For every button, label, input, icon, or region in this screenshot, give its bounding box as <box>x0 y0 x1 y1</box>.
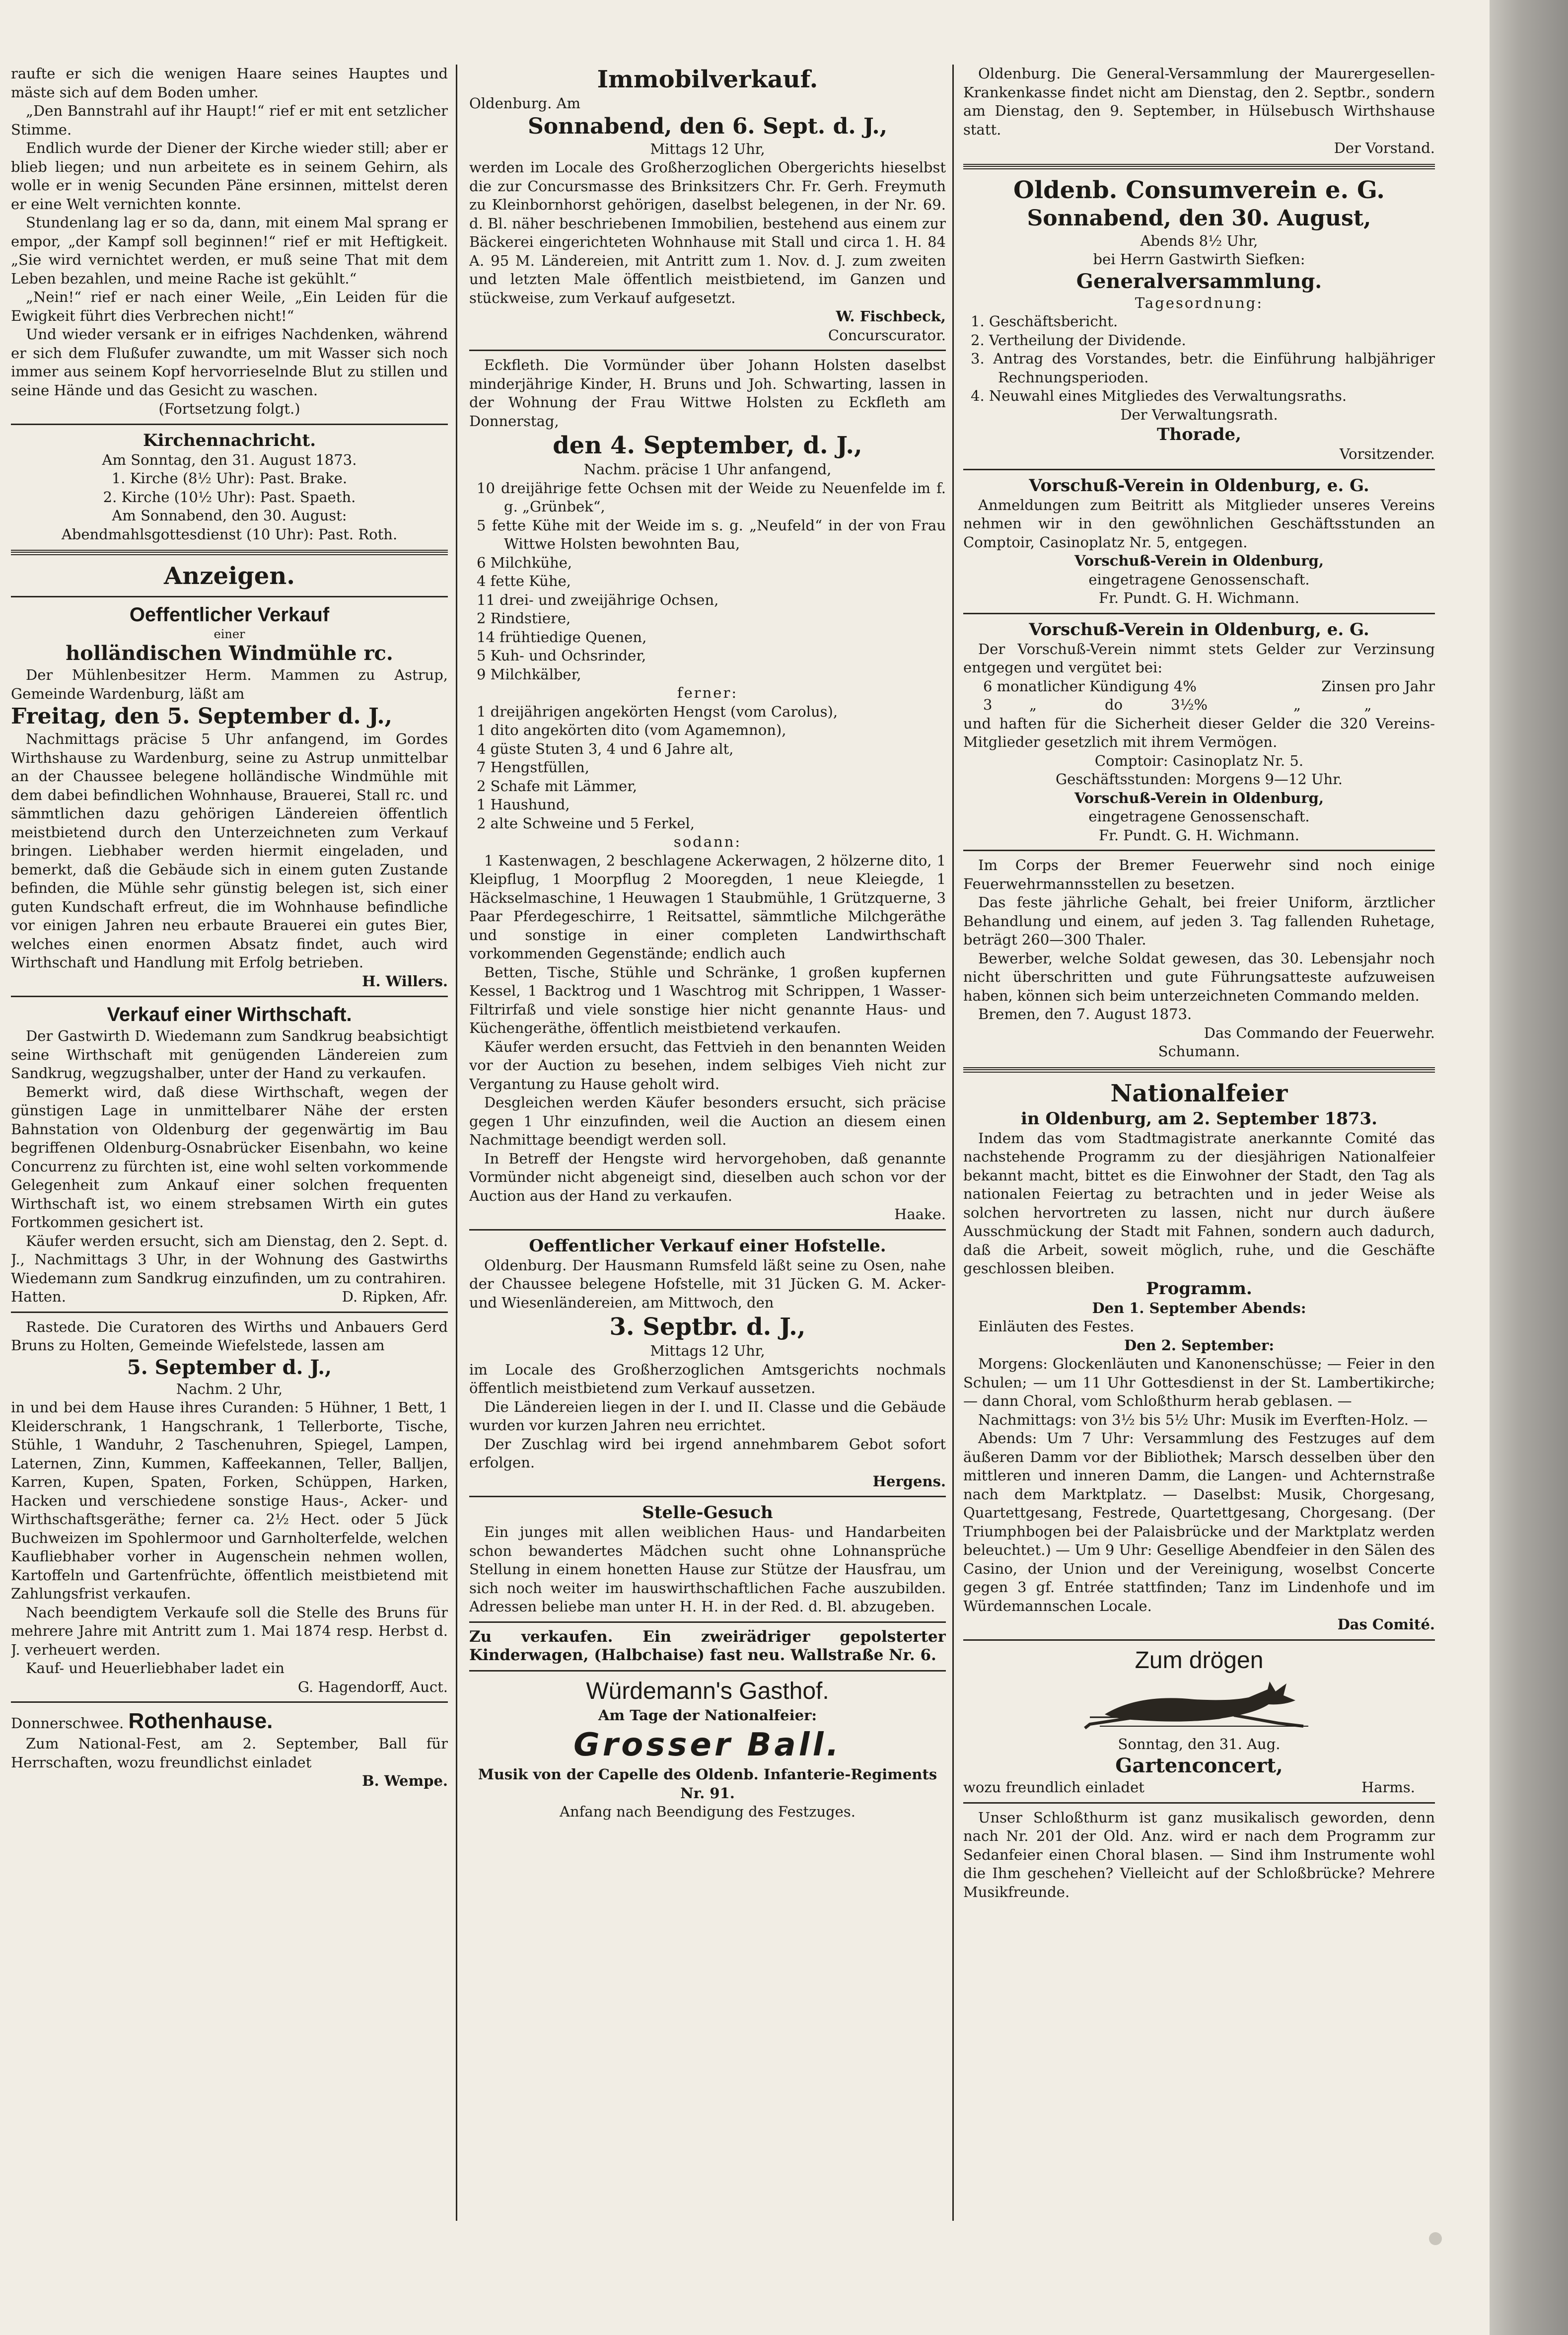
ad-signature: Harms. <box>1361 1779 1415 1796</box>
ad-text: werden im Locale des Großherzoglichen Obergerichts hieselbst die zur Concursmasse des Brinksitzers Chr. Fr. Gerh. Freymuth zu Kleinbornhorst gehörigen, daselbst belegenen, in der Nr. 69. d. Bl. näher beschriebenen Immobilien, bestehend aus einem zur Bäckerei eingerichteten Wohnhause mit Stall und circa 1. H. 84 A. 95 M. Ländereien, mit Antritt zum 1. Nov. d. J. zum zweiten und letzten Male öffentlich meistbietend, im Ganzen und stückweise, zum Verkauf aufgesetzt. <box>469 159 946 306</box>
item-count: 5 <box>477 516 486 534</box>
list-item <box>469 591 946 610</box>
ad-role: Concurscurator. <box>828 326 946 344</box>
item-count: 2 <box>477 610 486 627</box>
item-text: Kuh- und Ochsrinder, <box>490 647 646 664</box>
item-text: dreijährigen angekörten Hengst (vom Carolus), <box>490 703 838 720</box>
ad-text: Nachmittags präcise 5 Uhr anfangend, im Gordes Wirthshause zu Wardenburg, seine zu Astrup unmittelbar an der Chaussee belegene holländische Windmühle mit dem dabei befindlichen Wohnhause, Brauerei, Stall rc. und sämmtlichen dazu gehörigen Ländereien öffentlich meistbietend durch den Unterzeichneten zum Verkauf bringen. Liebhaber werden hiermit eingeladen, und bemerkt, daß die Gebäude sich in einem guten Zustande befinden, die Mühle sehr günstig belegen ist, sich einer guten Kundschaft erfreut, die im Wohnhause befindliche vor einigen Jahren neu erbaute Brauerei ein gutes Bier, welches einen enormen Absatz findet, auch wird Wirthschaft und Handlung mit Erfolg betrieben. <box>11 730 448 971</box>
ad-text: Bewerber, welche Soldat gewesen, das 30. Lebensjahr noch nicht überschritten und gute Führungsatteste aufzuweisen haben, können sich beim unterzeichneten Commando melden. <box>963 949 1435 1004</box>
ad-time: Mittags 12 Uhr, <box>650 1342 765 1359</box>
ad-eckfleth-auction <box>469 356 946 1224</box>
ad-time: Nachm. 2 Uhr, <box>176 1380 283 1397</box>
item-text: fette Kühe mit der Weide im s. g. „Neufeld“ in der von Frau Wittwe Holsten bewohnten Bau, <box>492 516 946 552</box>
list-item <box>469 796 946 814</box>
column-left <box>11 65 448 2226</box>
list-item <box>469 777 946 796</box>
ad-pram <box>469 1628 946 1665</box>
ad-garden-concert <box>963 1646 1435 1797</box>
ad-signature: Fr. Pundt. G. H. Wichmann. <box>1099 589 1299 606</box>
divider <box>963 1067 1435 1073</box>
item-count: 14 <box>477 628 495 646</box>
program-day: Den 2. September: <box>1124 1336 1275 1354</box>
ad-date: 5. September d. J., <box>127 1355 332 1379</box>
ad-place: Hatten. <box>11 1288 66 1305</box>
program-heading: Programm. <box>1146 1278 1252 1299</box>
ad-farmstead <box>469 1236 946 1491</box>
item-text: dito angekörten dito (vom Agamemnon), <box>490 722 786 738</box>
agenda-item: 3. Antrag des Vorstandes, betr. die Einführung halbjähriger Rechnungsperioden. <box>971 350 1435 386</box>
agenda-item: 1. Geschäftsbericht. <box>971 313 1118 330</box>
ad-text: in und bei dem Hause ihres Curanden: 5 Hühner, 1 Bett, 1 Kleiderschrank, 1 Hangschrank, 1 Tellerborte, Tische, Stühle, 1 Wanduhr, 2 Taschenuhren, Spiegel, Lampen, Laternen, Zinn, Kummen, Kaffeekannen, Teller, Balljen, Karren, Kupen, Spaten, Forken, Schüppen, Harken, Hacken und verschiedene sonstige Haus-, Acker- und Wirthschaftsgeräthe; ferner ca. 2½ Hect. oder 5 Jück Buchweizen im Spohlermoor und Garnholterfelde, welchen Kaufliebhaber vorher in Augenschein nehmen wollen, Kartoffeln und Gartenfrüchte, öffentlich meistbietend mit Zahlungsfrist verkaufen. <box>11 1399 448 1602</box>
ad-text: Ein junges mit allen weiblichen Haus- und Handarbeiten schon bewandertes Mädchen sucht ohne Lohnansprüche Stellung in einem honetten Hause zur Stütze der Hausfrau, um sich noch weiter im hauswirthschaftlichen Fache auszubilden. Adressen beliebe man unter H. H. in der Red. d. Bl. abzugeben. <box>469 1524 946 1615</box>
ad-text: Der Mühlenbesitzer Herm. Mammen zu Astrup, Gemeinde Wardenburg, läßt am <box>11 666 448 702</box>
divider <box>469 350 946 351</box>
divider <box>469 1621 946 1623</box>
item-count: 6 <box>477 554 486 571</box>
divider <box>469 1229 946 1231</box>
paper-blemish <box>1429 2232 1442 2245</box>
ad-subtitle: Generalversammlung. <box>1076 269 1322 293</box>
story-paragraph: raufte er sich die wenigen Haare seines Hauptes und mäste sich auf dem Boden umher. <box>11 65 448 101</box>
ad-text: In Betreff der Hengste wird hervorgehoben, daß genannte Vormünder nicht abgeneigt sind, dieselben auch schon vor der Auction aus der Hand zu verkaufen. <box>469 1150 946 1204</box>
ad-date: den 4. September, d. J., <box>553 432 862 459</box>
item-text: Hengstfüllen, <box>490 759 589 776</box>
item-text: güste Stuten 3, 4 und 6 Jahre alt, <box>490 740 734 757</box>
ad-connector: einer <box>214 627 245 641</box>
item-count: 10 <box>477 479 495 497</box>
list-item <box>469 609 946 628</box>
program-day: Den 1. September Abends: <box>1092 1299 1306 1316</box>
story-paragraph: „Den Bannstrahl auf ihr Haupt!“ rief er mit ent setzlicher Stimme. <box>11 102 448 138</box>
ad-windmill <box>11 602 448 991</box>
ad-text: Der Verwaltungsrath. <box>1120 406 1278 423</box>
ad-date: Bremen, den 7. August 1873. <box>978 1006 1192 1022</box>
item-count: 1 <box>477 703 486 720</box>
ad-text: Zum National-Fest, am 2. September, Ball für Herrschaften, wozu freundlichst einladet <box>11 1735 448 1771</box>
list-item <box>469 554 946 573</box>
ad-text: im Locale des Großherzoglichen Amtsgerichts nochmals öffentlich meistbietend zum Verkauf aussetzen. <box>469 1361 946 1396</box>
list-item <box>469 665 946 684</box>
ad-time: Abends 8½ Uhr, <box>1140 232 1258 249</box>
table-cell: „ <box>1029 696 1037 713</box>
list-item <box>469 516 946 554</box>
ad-text: Der Gastwirth D. Wiedemann zum Sandkrug beabsichtigt seine Wirthschaft mit genügenden Ländereien zum Sandkrug, wegzugshalber, unter der Hand zu verkaufen. <box>11 1027 448 1082</box>
story-paragraph: Stundenlang lag er so da, dann, mit einem Mal sprang er empor, „der Kampf soll beginnen!“ rief er mit Heftigkeit. „Sie wird vernichtet werden, er muß seine That mit dem Leben bezahlen, und meine Rache ist gekühlt.“ <box>11 214 448 287</box>
ad-subtitle: Vorschuß-Verein in Oldenburg, <box>1074 552 1324 569</box>
item-count: 4 <box>477 740 486 757</box>
story-paragraph: „Nein!“ rief er nach einer Weile, „Ein Leiden für die Ewigkeit führt dies Verbrechen nicht!“ <box>11 289 448 324</box>
ad-title: Vorschuß-Verein in Oldenburg, e. G. <box>1029 475 1369 496</box>
story-paragraph: Endlich wurde der Diener der Kirche wieder still; aber er blieb liegen; und nun arbeitete es in seinem Gehirn, als wolle er in wenig Secunden Päne ersinnen, mittelst deren er eine Welt vernichten konnte. <box>11 140 448 213</box>
ad-date: 3. Septbr. d. J., <box>609 1313 806 1341</box>
ad-subtitle: Am Tage der Nationalfeier: <box>598 1706 817 1724</box>
item-text: fette Kühe, <box>490 573 571 589</box>
horse-list <box>469 703 946 833</box>
ad-title: Verkauf einer Wirthschaft. <box>107 1004 352 1025</box>
ad-castle-tower-quip <box>963 1809 1435 1902</box>
list-item <box>469 479 946 516</box>
ad-text: Der Vorschuß-Verein nimmt stets Gelder zur Verzinsung entgegen und vergütet bei: <box>963 640 1435 676</box>
ad-date: Freitag, den 5. September d. J., <box>11 704 393 729</box>
ad-signature: Der Vorstand. <box>1334 140 1435 156</box>
ad-consumverein <box>963 175 1435 464</box>
ad-date: Sonntag, den 31. Aug. <box>1118 1735 1281 1752</box>
ad-title-line <box>11 1708 448 1735</box>
ad-text: Zu verkaufen. Ein zweirädriger gepolsterter Kinderwagen, (Halbchaise) fast neu. Wallstraße Nr. 6. <box>469 1627 946 1664</box>
item-count: 4 <box>477 573 486 589</box>
page-edge-background <box>1490 0 1568 2335</box>
ad-job-wanted <box>469 1502 946 1616</box>
ad-subtitle: eingetragene Genossenschaft. <box>1088 808 1310 825</box>
church-notice-title: Kirchennachricht. <box>143 430 316 450</box>
ad-text: Eckfleth. Die Vormünder über Johann Holsten daselbst minderjährige Kinder, H. Bruns und Joh. Schwarting, lassen in der Wohnung der Frau Wittwe Holsten zu Eckfleth am Donnerstag, <box>469 357 946 430</box>
column-rule <box>456 65 457 2221</box>
item-count: 9 <box>477 665 486 683</box>
interest-table <box>963 696 1435 715</box>
ad-title: Würdemann's Gasthof. <box>586 1678 829 1704</box>
table-cell: 3 <box>983 696 993 713</box>
ad-text: Indem das vom Stadtmagistrate anerkannte Comité das nachstehende Programm zu der diesjährigen Nationalfeier bekannt macht, bittet es die Einwohner der Stadt, den Tag als nationalen Feiertag zu betrachten und in jeder Weise als solchen hervortreten zu lassen, nicht nur durch äußere Ausschmückung der Stadt mit Fahnen, sondern auch dadurch, daß die Arbeit, soweit möglich, ruhe, und die Geschäfte geschlossen bleiben. <box>963 1129 1435 1277</box>
ad-text: Comptoir: Casinoplatz Nr. 5. <box>1094 752 1304 769</box>
ad-text: Der Zuschlag wird bei irgend annehmbarem Gebot sofort erfolgen. <box>469 1435 946 1471</box>
item-count: 1 <box>477 796 486 813</box>
item-text: frühtiedige Quenen, <box>499 628 647 646</box>
continuation-note: (Fortsetzung folgt.) <box>158 400 300 417</box>
divider <box>469 1496 946 1497</box>
ad-title: Zum drögen <box>1135 1647 1264 1674</box>
livestock-list <box>469 479 946 684</box>
item-count: 5 <box>477 647 486 664</box>
ad-vorschuss-2 <box>963 619 1435 845</box>
ad-role: Vorsitzender. <box>1339 445 1435 462</box>
divider <box>11 1312 448 1313</box>
ad-title: Oeffentlicher Verkauf <box>129 604 330 626</box>
item-count: 2 <box>477 777 486 795</box>
list-item <box>469 703 946 722</box>
program-text: Abends: Um 7 Uhr: Versammlung des Festzuges auf dem äußeren Damm vor der Bibliothek; Marsch desselben über den mittleren und inneren Damm, die Langen- und Achternstraße nach dem Marktplatz. — Daselbst: Musik, Chorgesang, Quartettgesang, Festrede, Quartettgesang, Chorgesang. (Der Triumphbogen bei der Palaisbrücke und der Marktplatz werden beleuchtet.) — Um 9 Uhr: Gesellige Abendfeier in den Sälen des Casino, der Union und der Vereinigung, woselbst Concerte gegen 3 gf. Entrée stattfinden; Tanz im Lindenhofe und im Würdemannschen Locale. <box>963 1430 1435 1614</box>
list-item <box>469 628 946 647</box>
item-text: drei- und zweijährige Ochsen, <box>499 591 719 608</box>
ad-signature: Das Commando der Feuerwehr. <box>1204 1024 1435 1041</box>
ad-inn-sale <box>11 1002 448 1307</box>
agenda-item: 2. Vertheilung der Dividende. <box>971 331 1186 349</box>
ad-text: Geschäftsstunden: Morgens 9—12 Uhr. <box>1055 771 1343 788</box>
ad-text: Im Corps der Bremer Feuerwehr sind noch einige Feuerwehrmannsstellen zu besetzen. <box>963 857 1435 892</box>
agenda-item: 4. Neuwahl eines Mitgliedes des Verwaltungsraths. <box>971 387 1347 404</box>
ad-headline: Grosser Ball. <box>573 1727 842 1763</box>
ad-wuerdemann <box>469 1677 946 1822</box>
ad-text: 1 Kastenwagen, 2 beschlagene Ackerwagen, 2 hölzerne dito, 1 Kleipflug, 1 Moorpflug 2 Mooregden, 1 neue Kleiegde, 1 Häckselmaschine, 1 Heuwagen 1 Staubmühle, 1 Grützquerne, 3 Paar Pferdegeschirre, 1 Reitsattel, sämmtliche Milchgeräthe und sonstige in einer completen Landwirthschaft vorkommenden Gegenstände; endlich auch <box>469 852 946 962</box>
running-hare-illustration <box>1070 1678 1328 1733</box>
ad-title: Nationalfeier <box>1110 1079 1288 1107</box>
ad-fire-brigade <box>963 856 1435 1061</box>
program-text: Einläuten des Festes. <box>978 1318 1135 1335</box>
serial-story <box>11 65 448 419</box>
divider <box>11 996 448 997</box>
ad-signature-name: Schumann. <box>1158 1043 1240 1060</box>
ad-text: Bemerkt wird, daß diese Wirthschaft, wegen der günstigen Lage in unmittelbarer Nähe der ersten Bahnstation von Oldenburg der gegenwärtig im Bau begriffenen Oldenburg-Osnabrücker Eisenbahn, wo keine Concurrenz zu fürchten ist, eine wohl selten vorkommende Gelegenheit zum Ankauf einer solchen frequenten Wirthschaft ist, wo einem strebsamen Wirth ein gutes Fortkommen gesichert ist. <box>11 1083 448 1231</box>
ad-title: Rothenhause. <box>128 1709 273 1733</box>
list-item <box>469 758 946 777</box>
divider <box>11 596 448 597</box>
ad-text: Rastede. Die Curatoren des Wirths und Anbauers Gerd Bruns zu Holten, Gemeinde Wiefelstede, lassen am <box>11 1318 448 1354</box>
ad-title: Immobilverkauf. <box>597 66 818 93</box>
agenda-heading: Tagesordnung: <box>1135 294 1264 311</box>
ad-masons-fund <box>963 65 1435 158</box>
interest-table <box>963 677 1435 696</box>
ad-rothenhause <box>11 1708 448 1791</box>
church-line: 2. Kirche (10½ Uhr): Past. Spaeth. <box>103 488 356 506</box>
ad-date: Sonnabend, den 6. Sept. d. J., <box>527 113 888 139</box>
ad-real-estate <box>469 65 946 345</box>
table-cell: 3½% <box>1171 696 1208 713</box>
ad-text: Musik von der Capelle des Oldenb. Infanterie-Regiments Nr. 91. <box>478 1766 937 1802</box>
item-count: 2 <box>477 814 486 832</box>
ad-text: wozu freundlich einladet <box>963 1779 1144 1796</box>
item-text: Milchkühe, <box>490 554 572 571</box>
divider <box>11 424 448 425</box>
item-text: Schafe mit Lämmer, <box>490 777 638 795</box>
divider <box>963 1802 1435 1804</box>
ad-rastede <box>11 1318 448 1697</box>
ad-time: Nachm. präcise 1 Uhr anfangend, <box>583 461 832 478</box>
ad-text: Nach beendigtem Verkaufe soll die Stelle des Bruns für mehrere Jahre mit Antritt zum 1. Mai 1874 resp. Herbst d. J. verheuert werden. <box>11 1604 448 1658</box>
story-paragraph: Und wieder versank er in eifriges Nachdenken, während er sich dem Flußufer zuwandte, um mit Wasser sich noch immer aus seinem Kopf hervorrieselnde Blut zu stillen und seine Hände und das Gesicht zu waschen. <box>11 326 448 399</box>
list-item <box>469 572 946 591</box>
ad-invite <box>963 1778 1435 1797</box>
item-count: 1 <box>477 722 486 738</box>
item-text: alte Schweine und 5 Ferkel, <box>490 814 695 832</box>
ad-title: Oeffentlicher Verkauf einer Hofstelle. <box>529 1236 886 1256</box>
ad-text: Oldenburg. Die General-Versammlung der Maurergesellen-Krankenkasse findet nicht am Dienstag, den 2. Septbr., sondern am Dienstag, den 9. September, in Hülsebusch Wirthshause statt. <box>963 65 1435 138</box>
ad-signature: Thorade, <box>1157 425 1241 444</box>
ad-time: Mittags 12 Uhr, <box>650 140 765 157</box>
column-middle <box>469 65 946 2226</box>
ad-subtitle: Vorschuß-Verein in Oldenburg, <box>1074 789 1324 806</box>
item-text: Milchkälber, <box>490 665 581 683</box>
ad-subtitle: eingetragene Genossenschaft. <box>1088 571 1310 588</box>
ad-signature: H. Willers. <box>362 972 448 990</box>
ad-text: Das feste jährliche Gehalt, bei freier Uniform, ärztlicher Behandlung und einem, auf jeden 3. Tag fallenden Ruhetage, beträgt 260—300 Thaler. <box>963 894 1435 948</box>
ad-text: Kauf- und Heuerliebhaber ladet ein <box>26 1660 285 1677</box>
item-text: Rindstiere, <box>490 610 571 627</box>
ad-text: Betten, Tische, Stühle und Schränke, 1 großen kupfernen Kessel, 1 Backtrog und 1 Waschtrog mit Schrippen, 1 Wasser-Filtrirfaß und viele sonstige hier nicht genannte Haus- und Küchengeräthe, öffentlich meistbietend verkaufen. <box>469 963 946 1036</box>
ad-subtitle: Gartenconcert, <box>1115 1754 1283 1777</box>
advertisements-heading: Anzeigen. <box>164 562 295 590</box>
table-row <box>963 696 1435 715</box>
ad-signature: Das Comité. <box>1337 1616 1435 1633</box>
item-text: dreijährige fette Ochsen mit der Weide zu Neuenfelde im f. g. „Grünbek“, <box>500 479 946 515</box>
ad-text: Die Ländereien liegen in der I. und II. Classe und die Gebäude wurden vor kurzen Jahren neu errichtet. <box>469 1398 946 1434</box>
church-line: 1. Kirche (8½ Uhr): Past. Brake. <box>111 470 348 487</box>
table-cell: do <box>1105 696 1123 713</box>
table-cell: „ <box>1293 696 1301 713</box>
ad-place: Oldenburg. Am <box>469 95 580 112</box>
ad-subtitle: in Oldenburg, am 2. September 1873. <box>1020 1108 1378 1129</box>
table-cell: 6 monatlicher Kündigung 4% <box>983 677 1197 695</box>
program-text: Morgens: Glockenläuten und Kanonenschüsse; — Feier in den Schulen; — um 11 Uhr Gottesdienst in der St. Lambertikirche; — dann Choral, vom Schloßthurm herab geblasen. — <box>963 1355 1435 1409</box>
ad-text: Anfang nach Beendigung des Festzuges. <box>560 1803 855 1820</box>
ad-nationalfeier <box>963 1079 1435 1634</box>
ad-signature: Haake. <box>894 1206 946 1223</box>
ad-text: Käufer werden ersucht, sich am Dienstag, den 2. Sept. d. J., Nachmittags 3 Uhr, in der Wohnung des Gastwirths Wiedemann zum Sandkrug einzufinden, um zu contrahiren. <box>11 1232 448 1287</box>
ad-place: bei Herrn Gastwirth Siefken: <box>1093 251 1305 268</box>
item-text: Haushund, <box>490 796 570 813</box>
ad-vorschuss-1 <box>963 475 1435 608</box>
divider <box>469 1670 946 1672</box>
column-rule <box>952 65 954 2221</box>
ad-signature: G. Hagendorff, Auct. <box>297 1678 448 1695</box>
list-item <box>469 814 946 833</box>
list-connector: ferner: <box>677 684 738 701</box>
ad-place-sign <box>11 1288 448 1307</box>
table-cell: Zinsen pro Jahr <box>1321 677 1435 695</box>
program-text: Nachmittags: von 3½ bis 5½ Uhr: Musik im Everften-Holz. — <box>978 1411 1428 1428</box>
item-count: 7 <box>477 759 486 776</box>
ad-subtitle: holländischen Windmühle rc. <box>66 642 393 665</box>
divider <box>11 1701 448 1703</box>
ad-signature: D. Ripken, Afr. <box>342 1288 448 1305</box>
ad-signature: B. Wempe. <box>362 1772 448 1789</box>
ad-text: Desgleichen werden Käufer besonders ersucht, sich präcise gegen 1 Uhr einzufinden, weil die Auction an diesem einen Nachmittage beendigt werden soll. <box>469 1094 946 1148</box>
ad-date: Sonnabend, den 30. August, <box>1027 205 1371 231</box>
divider <box>963 164 1435 169</box>
ad-text: und haften für die Sicherheit dieser Gelder die 320 Vereins-Mitglieder gesetzlich mit ihrem Vermögen. <box>963 715 1435 750</box>
ad-place: Donnerschwee. <box>11 1715 124 1732</box>
ad-text: Käufer werden ersucht, das Fettvieh in den benannten Weiden vor der Auction zu besehen, indem selbiges Vieh nicht zur Vergantung zu Hause geholt wird. <box>469 1038 946 1093</box>
list-connector: sodann: <box>673 833 742 850</box>
ad-title: Vorschuß-Verein in Oldenburg, e. G. <box>1029 619 1369 640</box>
table-row <box>963 677 1435 696</box>
divider <box>11 550 448 555</box>
table-cell: „ <box>1364 696 1372 713</box>
church-line: Abendmahlsgottesdienst (10 Uhr): Past. Roth. <box>61 525 398 543</box>
church-line: Am Sonntag, den 31. August 1873. <box>102 451 357 468</box>
ad-text: Oldenburg. Der Hausmann Rumsfeld läßt seine zu Osen, nahe der Chaussee belegene Hofstelle, mit 31 Jücken G. M. Acker- und Wiesenländereien, am Mittwoch, den <box>469 1256 946 1311</box>
ad-signature: W. Fischbeck, <box>836 308 946 325</box>
ad-title: Oldenb. Consumverein e. G. <box>1013 176 1385 204</box>
ad-text: Anmeldungen zum Beitritt als Mitglieder unseres Vereins nehmen wir in den gewöhnlichen Geschäftsstunden an Comptoir, Casinoplatz Nr. 5, entgegen. <box>963 496 1435 551</box>
list-item <box>469 647 946 665</box>
church-line: Am Sonnabend, den 30. August: <box>112 507 347 524</box>
divider <box>963 850 1435 851</box>
list-item <box>469 721 946 740</box>
item-count: 11 <box>477 591 495 608</box>
ad-text: Unser Schloßthurm ist ganz musikalisch geworden, denn nach Nr. 201 der Old. Anz. wird er nach dem Programm zur Sedanfeier einen Choral blasen. — Sind ihm Instrumente wohl die Ihm geschehen? Vielleicht auf der Schloßbrücke? Mehrere Musikfreunde. <box>963 1809 1435 1900</box>
divider <box>963 469 1435 470</box>
ad-signature: Fr. Pundt. G. H. Wichmann. <box>1099 826 1299 844</box>
church-notice <box>11 430 448 544</box>
ad-signature: Hergens. <box>872 1472 946 1490</box>
column-right <box>963 65 1435 2226</box>
list-item <box>469 740 946 759</box>
divider <box>963 613 1435 614</box>
divider <box>963 1639 1435 1641</box>
ad-title: Stelle-Gesuch <box>642 1503 773 1523</box>
